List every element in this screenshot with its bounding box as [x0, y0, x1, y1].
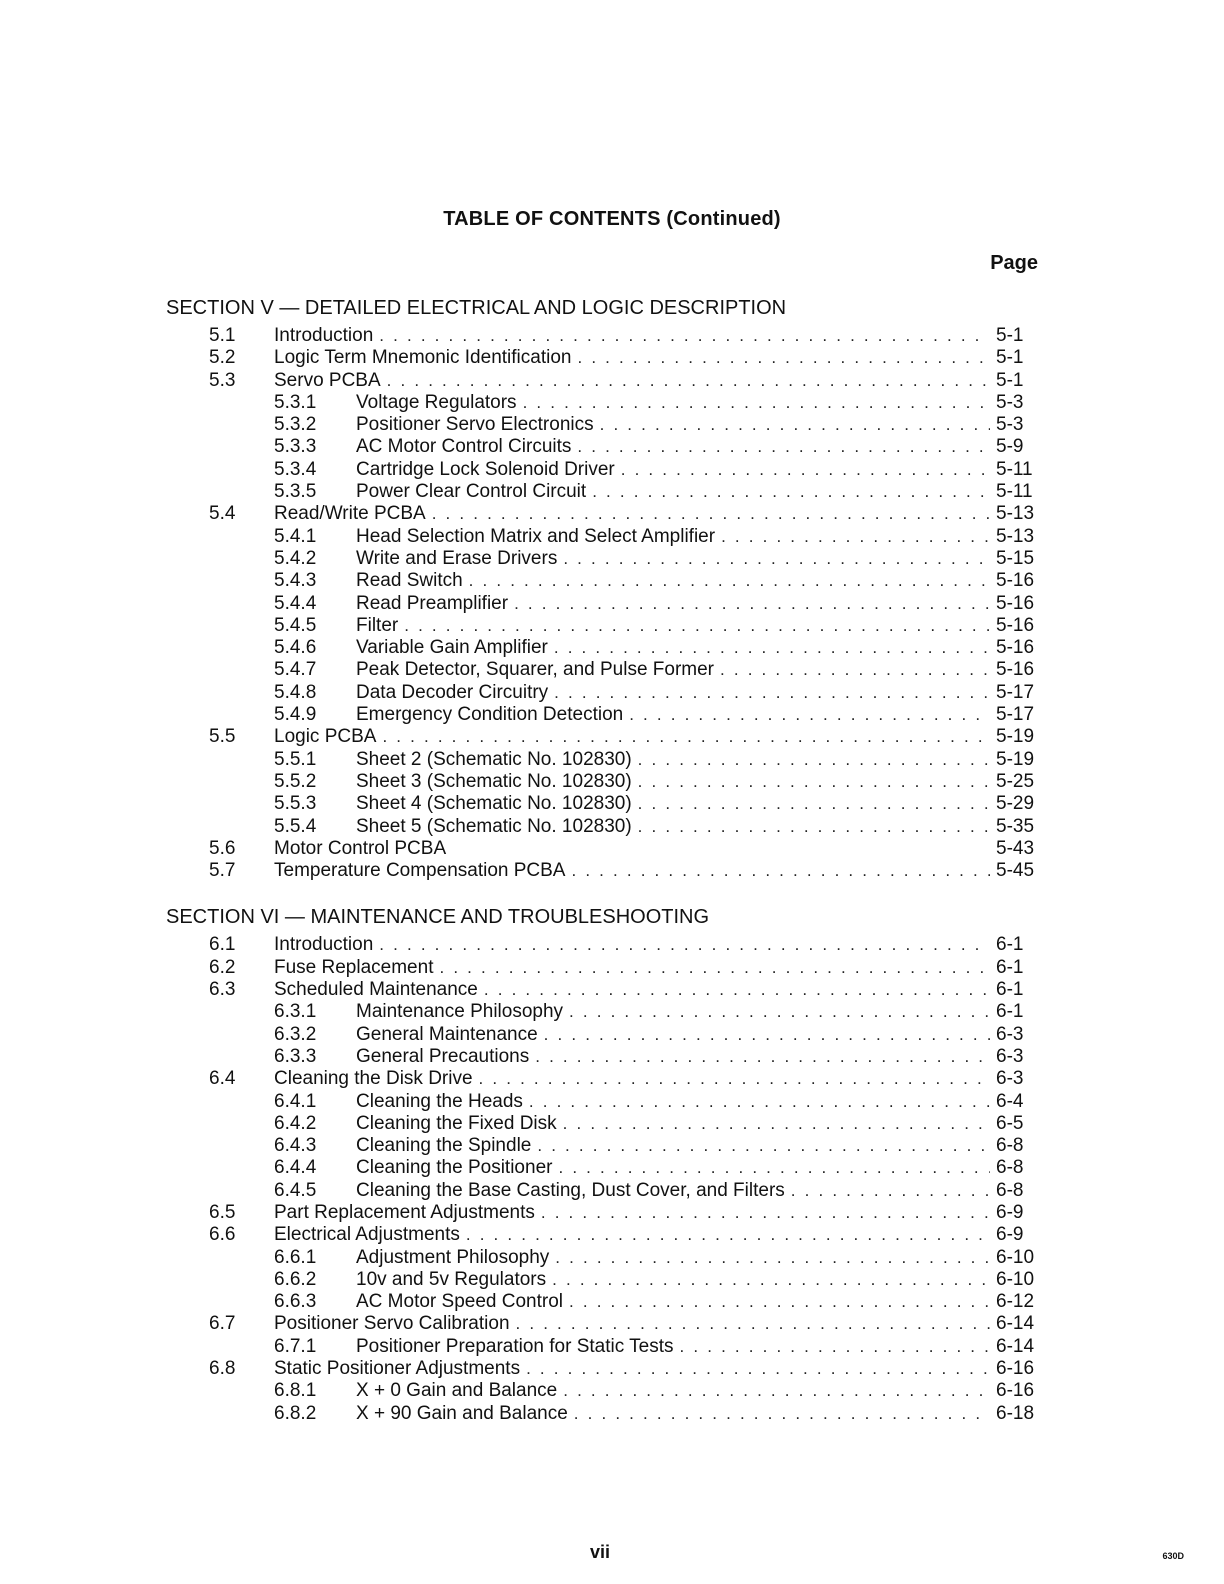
toc-entry-page: 5-17: [996, 681, 1035, 703]
dot-leader: [621, 459, 990, 481]
toc-entry-number: 6.7.1: [274, 1335, 317, 1357]
toc-entry-title: Cleaning the Disk Drive: [274, 1068, 473, 1090]
dot-leader: [638, 816, 990, 838]
section-heading: SECTION V — DETAILED ELECTRICAL AND LOGIC DESCRIPTION: [166, 297, 787, 319]
toc-entry-number: 6.4.1: [274, 1090, 317, 1112]
toc-entry-number: 5.4.2: [274, 547, 317, 569]
toc-entry: [166, 615, 1042, 637]
toc-entry: [166, 503, 1042, 525]
toc-entry: [166, 481, 1042, 503]
toc-entry-title: X + 0 Gain and Balance: [356, 1380, 558, 1402]
toc-entry: [166, 726, 1042, 748]
toc-entry-title: Power Clear Control Circuit: [356, 481, 587, 503]
dot-leader: [387, 370, 990, 392]
toc-entry-page: 6-3: [996, 1023, 1024, 1045]
toc-entry-title: Read Preamplifier: [356, 592, 509, 614]
toc-entry: [166, 637, 1042, 659]
toc-entry-page: 5-19: [996, 726, 1035, 748]
dot-leader: [469, 570, 990, 592]
dot-leader: [577, 436, 990, 458]
toc-entry-title: Part Replacement Adjustments: [274, 1201, 535, 1223]
toc-entry-page: 5-3: [996, 414, 1024, 436]
toc-entry-title: Data Decoder Circuitry: [356, 681, 549, 703]
section-entries: [166, 325, 1042, 882]
toc-entry-number: 6.6.2: [274, 1268, 317, 1290]
toc-entry: [166, 771, 1042, 793]
toc-entry-page: 5-9: [996, 436, 1024, 458]
toc-entry-title: Cleaning the Spindle: [356, 1135, 532, 1157]
toc-entry: [166, 682, 1042, 704]
toc-entry-number: 5.4.8: [274, 681, 317, 703]
toc-entry-page: 5-1: [996, 325, 1024, 346]
toc-entry-page: 5-1: [996, 347, 1024, 369]
toc-entry-title: Head Selection Matrix and Select Amplifier: [356, 525, 716, 547]
toc-entry-number: 6.1: [209, 934, 236, 956]
toc-entry-number: 5.4: [209, 503, 236, 525]
toc-entry-title: Cleaning the Base Casting, Dust Cover, and Filters: [356, 1179, 785, 1201]
toc-entry: [166, 816, 1042, 838]
toc-entry-page: 6-16: [996, 1380, 1035, 1402]
toc-entry-title: General Precautions: [356, 1045, 530, 1067]
toc-entry: [166, 1269, 1042, 1291]
toc-entry-page: 6-8: [996, 1179, 1024, 1201]
toc-entry: [166, 370, 1042, 392]
dot-leader: [638, 793, 990, 815]
toc-entry: [166, 1336, 1042, 1358]
toc-entry-page: 5-13: [996, 525, 1035, 547]
toc-entry-page: 6-1: [996, 979, 1024, 1001]
toc-entry-number: 5.3.2: [274, 414, 317, 436]
toc-entry-page: 5-16: [996, 592, 1035, 614]
toc-entry-page: 5-13: [996, 503, 1035, 525]
toc-entry-title: AC Motor Speed Control: [356, 1291, 563, 1313]
dot-leader: [535, 1046, 990, 1068]
dot-leader: [552, 1269, 990, 1291]
toc-entry-page: 6-8: [996, 1157, 1024, 1179]
toc-entry-number: 6.8.2: [274, 1402, 317, 1424]
toc-entry: [166, 1046, 1042, 1068]
toc-entry-number: 5.5.1: [274, 748, 317, 770]
toc-entry: [166, 979, 1042, 1001]
toc-entry-number: 6.4: [209, 1068, 236, 1090]
toc-entry-title: Write and Erase Drivers: [356, 547, 558, 569]
dot-leader: [526, 1358, 990, 1380]
dot-leader: [563, 1113, 990, 1135]
toc-entry: [166, 1001, 1042, 1023]
toc-entry-title: Sheet 5 (Schematic No. 102830): [356, 815, 632, 837]
toc-entry-title: 10v and 5v Regulators: [356, 1268, 547, 1290]
dot-leader: [554, 637, 990, 659]
toc-entry-title: Fuse Replacement: [274, 956, 434, 978]
toc-entry-number: 6.4.4: [274, 1157, 317, 1179]
dot-leader: [514, 593, 990, 615]
toc-entry-page: 5-11: [996, 481, 1033, 503]
toc-entry-page: 6-10: [996, 1246, 1035, 1268]
dot-leader: [558, 1157, 990, 1179]
toc-entry: [166, 1157, 1042, 1179]
toc-entry-number: 6.6: [209, 1224, 236, 1246]
toc-entry-title: Sheet 2 (Schematic No. 102830): [356, 748, 632, 770]
toc-entry: [166, 570, 1042, 592]
dot-leader: [516, 1313, 990, 1335]
toc-entry-page: 5-16: [996, 637, 1035, 659]
toc-entry-page: 6-14: [996, 1313, 1035, 1335]
dot-leader: [569, 1001, 990, 1023]
toc-entry-page: 5-3: [996, 391, 1024, 413]
toc-entry-page: 6-10: [996, 1268, 1035, 1290]
toc-entry-page: 5-15: [996, 547, 1035, 569]
dot-leader: [721, 526, 990, 548]
toc-entry-title: Cleaning the Heads: [356, 1090, 523, 1112]
toc-entry-title: Positioner Preparation for Static Tests: [356, 1335, 674, 1357]
dot-leader: [541, 1202, 990, 1224]
toc-entry-title: X + 90 Gain and Balance: [356, 1402, 568, 1424]
toc-entry-title: Adjustment Philosophy: [356, 1246, 550, 1268]
toc-entry: [166, 1202, 1042, 1224]
toc-entry-number: 5.5: [209, 726, 236, 748]
toc-entry-title: Emergency Condition Detection: [356, 704, 624, 726]
toc-entry: [166, 957, 1042, 979]
toc-entry-title: Introduction: [274, 934, 374, 956]
toc-entry-title: Logic Term Mnemonic Identification: [274, 347, 572, 369]
toc-entry-page: 6-1: [996, 934, 1024, 956]
dot-leader: [600, 414, 990, 436]
dot-leader: [638, 749, 990, 771]
toc-entry-page: 5-16: [996, 570, 1035, 592]
toc-entry-number: 6.8: [209, 1358, 236, 1380]
toc-entry-title: Servo PCBA: [274, 369, 381, 391]
dot-leader: [571, 860, 990, 882]
toc-entry: [166, 838, 1042, 860]
toc-entry: [166, 526, 1042, 548]
toc-entry-number: 5.4.5: [274, 614, 317, 636]
toc-entry-number: 5.3.1: [274, 391, 317, 413]
toc-entry: [166, 1024, 1042, 1046]
toc-entry: [166, 1135, 1042, 1157]
toc-entry-title: Sheet 4 (Schematic No. 102830): [356, 793, 632, 815]
toc-entry: [166, 459, 1042, 481]
toc-entry-page: 6-12: [996, 1291, 1035, 1313]
toc-entry: [166, 414, 1042, 436]
toc-entry-page: 6-1: [996, 956, 1024, 978]
toc-entry-number: 5.5.4: [274, 815, 317, 837]
toc-entry: [166, 1403, 1042, 1425]
toc-entry-page: 6-4: [996, 1090, 1024, 1112]
toc-entry-title: Introduction: [274, 325, 374, 346]
dot-leader: [379, 325, 990, 347]
toc-entry-number: 5.5.3: [274, 793, 317, 815]
dot-leader: [638, 771, 990, 793]
dot-leader: [379, 934, 990, 956]
dot-leader: [382, 726, 990, 748]
toc-entry: [166, 659, 1042, 681]
dot-leader: [466, 1224, 990, 1246]
toc-entry: [166, 593, 1042, 615]
toc-entry-title: AC Motor Control Circuits: [356, 436, 572, 458]
toc-entry-number: 5.2: [209, 347, 236, 369]
dot-leader: [569, 1291, 990, 1313]
dot-leader: [523, 392, 990, 414]
toc-entry-title: Read Switch: [356, 570, 463, 592]
toc-entry-page: 5-16: [996, 614, 1035, 636]
toc-entry: [166, 704, 1042, 726]
toc-entry: [166, 347, 1042, 369]
toc-entry-page: 6-18: [996, 1402, 1035, 1424]
toc-entry-title: Filter: [356, 614, 399, 636]
dot-leader: [544, 1024, 990, 1046]
toc-entry-page: 6-8: [996, 1135, 1024, 1157]
toc-entry-page: 5-11: [996, 458, 1033, 480]
dot-leader: [791, 1180, 990, 1202]
dot-leader: [432, 503, 990, 525]
dot-leader: [529, 1091, 990, 1113]
toc-entry-title: Read/Write PCBA: [274, 503, 426, 525]
toc-entry-number: 6.3: [209, 979, 236, 1001]
dot-leader: [554, 682, 990, 704]
toc-entry-number: 6.4.3: [274, 1135, 317, 1157]
toc-entry-number: 5.3.5: [274, 481, 317, 503]
toc-entry-title: Electrical Adjustments: [274, 1224, 460, 1246]
toc-entry-page: 6-16: [996, 1358, 1035, 1380]
toc-entry: [166, 934, 1042, 956]
toc-entry-title: Peak Detector, Squarer, and Pulse Former: [356, 659, 715, 681]
toc-entry: [166, 1380, 1042, 1402]
dot-leader: [479, 1068, 990, 1090]
toc-entry-page: 5-1: [996, 369, 1024, 391]
dot-leader: [592, 481, 990, 503]
toc-entry-title: Maintenance Philosophy: [356, 1001, 564, 1023]
toc-entry-number: 6.5: [209, 1201, 236, 1223]
page-column-header: Page: [990, 252, 1038, 274]
dot-leader: [537, 1135, 990, 1157]
toc-entry-number: 6.7: [209, 1313, 236, 1335]
toc-entry-number: 5.6: [209, 837, 236, 859]
toc-entry-title: Voltage Regulators: [356, 391, 517, 413]
dot-leader: [563, 548, 990, 570]
dot-leader: [680, 1336, 990, 1358]
toc-entry-number: 6.6.3: [274, 1291, 317, 1313]
dot-leader: [577, 347, 990, 369]
toc-entry: [166, 1313, 1042, 1335]
toc-entry-page: 6-1: [996, 1001, 1024, 1023]
dot-leader: [439, 957, 990, 979]
toc-entry-number: 5.4.9: [274, 704, 317, 726]
page-title: TABLE OF CONTENTS (Continued): [443, 208, 781, 230]
toc-entry-page: 5-17: [996, 704, 1035, 726]
toc-entry-number: 6.2: [209, 956, 236, 978]
toc-entry-number: 6.3.3: [274, 1045, 317, 1067]
toc-entry-number: 6.4.5: [274, 1179, 317, 1201]
toc-entry-page: 5-19: [996, 748, 1035, 770]
toc-entry-number: 5.5.2: [274, 770, 317, 792]
dot-leader: [484, 979, 990, 1001]
toc-entry-title: Logic PCBA: [274, 726, 377, 748]
toc-entry-number: 5.4.1: [274, 525, 317, 547]
toc-entry-page: 6-3: [996, 1045, 1024, 1067]
toc-entry-number: 6.6.1: [274, 1246, 317, 1268]
toc-entry: [166, 749, 1042, 771]
toc-entry-title: Temperature Compensation PCBA: [274, 860, 566, 882]
dot-leader: [720, 659, 990, 681]
toc-entry: [166, 436, 1042, 458]
toc-entry-page: 6-3: [996, 1068, 1024, 1090]
dot-leader: [629, 704, 990, 726]
toc-entry-title: Motor Control PCBA: [274, 837, 447, 859]
toc-entry: [166, 1180, 1042, 1202]
toc-entry: [166, 793, 1042, 815]
toc-entry-page: 6-9: [996, 1224, 1024, 1246]
toc-entry-number: 6.4.2: [274, 1112, 317, 1134]
toc-entry-number: 6.3.2: [274, 1023, 317, 1045]
toc-entry-page: 6-14: [996, 1335, 1035, 1357]
toc-entry-page: 5-35: [996, 815, 1035, 837]
toc-entry-title: Scheduled Maintenance: [274, 979, 478, 1001]
toc-entry-title: Cleaning the Positioner: [356, 1157, 553, 1179]
table-of-contents: [166, 295, 1042, 1425]
toc-entry-number: 6.8.1: [274, 1380, 317, 1402]
toc-entry: [166, 392, 1042, 414]
page-number: vii: [589, 1542, 610, 1562]
toc-entry-number: 5.4.4: [274, 592, 317, 614]
toc-entry-number: 5.3.4: [274, 458, 317, 480]
toc-entry-number: 5.4.6: [274, 637, 317, 659]
toc-entry: [166, 1091, 1042, 1113]
document-code: 630D: [1162, 1551, 1184, 1561]
toc-entry-title: Sheet 3 (Schematic No. 102830): [356, 770, 632, 792]
dot-leader: [563, 1380, 990, 1402]
toc-entry-number: 5.1: [209, 325, 236, 346]
dot-leader: [555, 1247, 990, 1269]
toc-entry-page: 6-9: [996, 1201, 1024, 1223]
toc-entry: [166, 548, 1042, 570]
toc-entry-number: 5.3: [209, 369, 236, 391]
toc-entry-title: Cleaning the Fixed Disk: [356, 1112, 557, 1134]
toc-entry-number: 5.7: [209, 860, 236, 882]
toc-entry: [166, 1247, 1042, 1269]
dot-leader: [404, 615, 990, 637]
toc-entry-page: 5-45: [996, 860, 1035, 882]
toc-entry-page: 6-5: [996, 1112, 1024, 1134]
toc-entry-page: 5-29: [996, 793, 1035, 815]
toc-entry-number: 5.3.3: [274, 436, 317, 458]
toc-entry: [166, 1291, 1042, 1313]
toc-entry-title: General Maintenance: [356, 1023, 538, 1045]
toc-entry-title: Static Positioner Adjustments: [274, 1358, 521, 1380]
toc-entry-number: 6.3.1: [274, 1001, 317, 1023]
toc-entry: [166, 860, 1042, 882]
toc-entry-number: 5.4.3: [274, 570, 317, 592]
toc-entry: [166, 1358, 1042, 1380]
toc-entry-title: Positioner Servo Calibration: [274, 1313, 510, 1335]
toc-entry-title: Positioner Servo Electronics: [356, 414, 594, 436]
section-entries: [166, 934, 1042, 1425]
dot-leader: [574, 1403, 990, 1425]
toc-entry-page: 5-16: [996, 659, 1035, 681]
toc-entry-page: 5-43: [996, 837, 1035, 859]
toc-entry-title: Variable Gain Amplifier: [356, 637, 548, 659]
toc-entry: [166, 1224, 1042, 1246]
toc-entry: [166, 1068, 1042, 1090]
section-heading: SECTION VI — MAINTENANCE AND TROUBLESHOOTING: [166, 906, 710, 929]
toc-entry-number: 5.4.7: [274, 659, 317, 681]
toc-entry-title: Cartridge Lock Solenoid Driver: [356, 458, 615, 480]
toc-entry: [166, 1113, 1042, 1135]
toc-entry-page: 5-25: [996, 770, 1035, 792]
toc-entry: [166, 325, 1042, 347]
